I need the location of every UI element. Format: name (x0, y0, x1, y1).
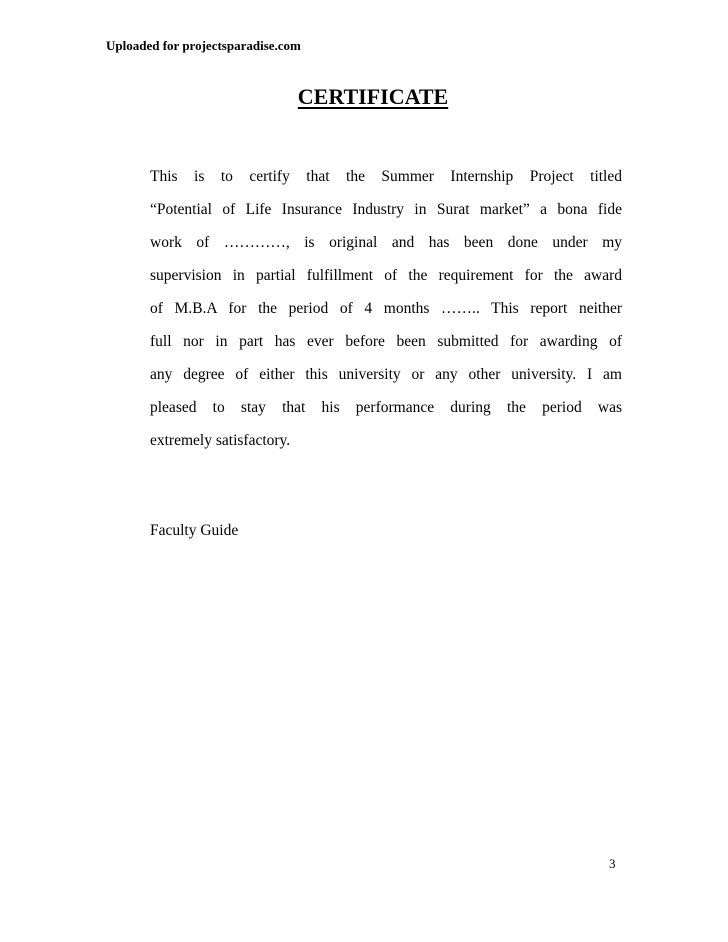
page-number: 3 (609, 856, 616, 871)
body-line: extremely satisfactory. (150, 432, 291, 449)
page-title: CERTIFICATE (297, 84, 449, 109)
certificate-body (150, 160, 622, 457)
faculty-guide-label: Faculty Guide (150, 522, 239, 539)
body-line: work of …………, is original and has been done under my (150, 234, 622, 251)
body-line: any degree of either this university or any other university. I am (150, 366, 622, 383)
body-line: This is to certify that the Summer Internship Project titled (150, 168, 622, 185)
body-line: pleased to stay that his performance during the period was (150, 399, 622, 416)
body-line: “Potential of Life Insurance Industry in Surat market” a bona fide (150, 201, 622, 218)
body-line: supervision in partial fulfillment of the requirement for the award (150, 267, 622, 284)
upload-note: Uploaded for projectsparadise.com (106, 38, 301, 53)
body-line: full nor in part has ever before been submitted for awarding of (150, 333, 622, 350)
body-line: of M.B.A for the period of 4 months …….. This report neither (150, 300, 622, 317)
